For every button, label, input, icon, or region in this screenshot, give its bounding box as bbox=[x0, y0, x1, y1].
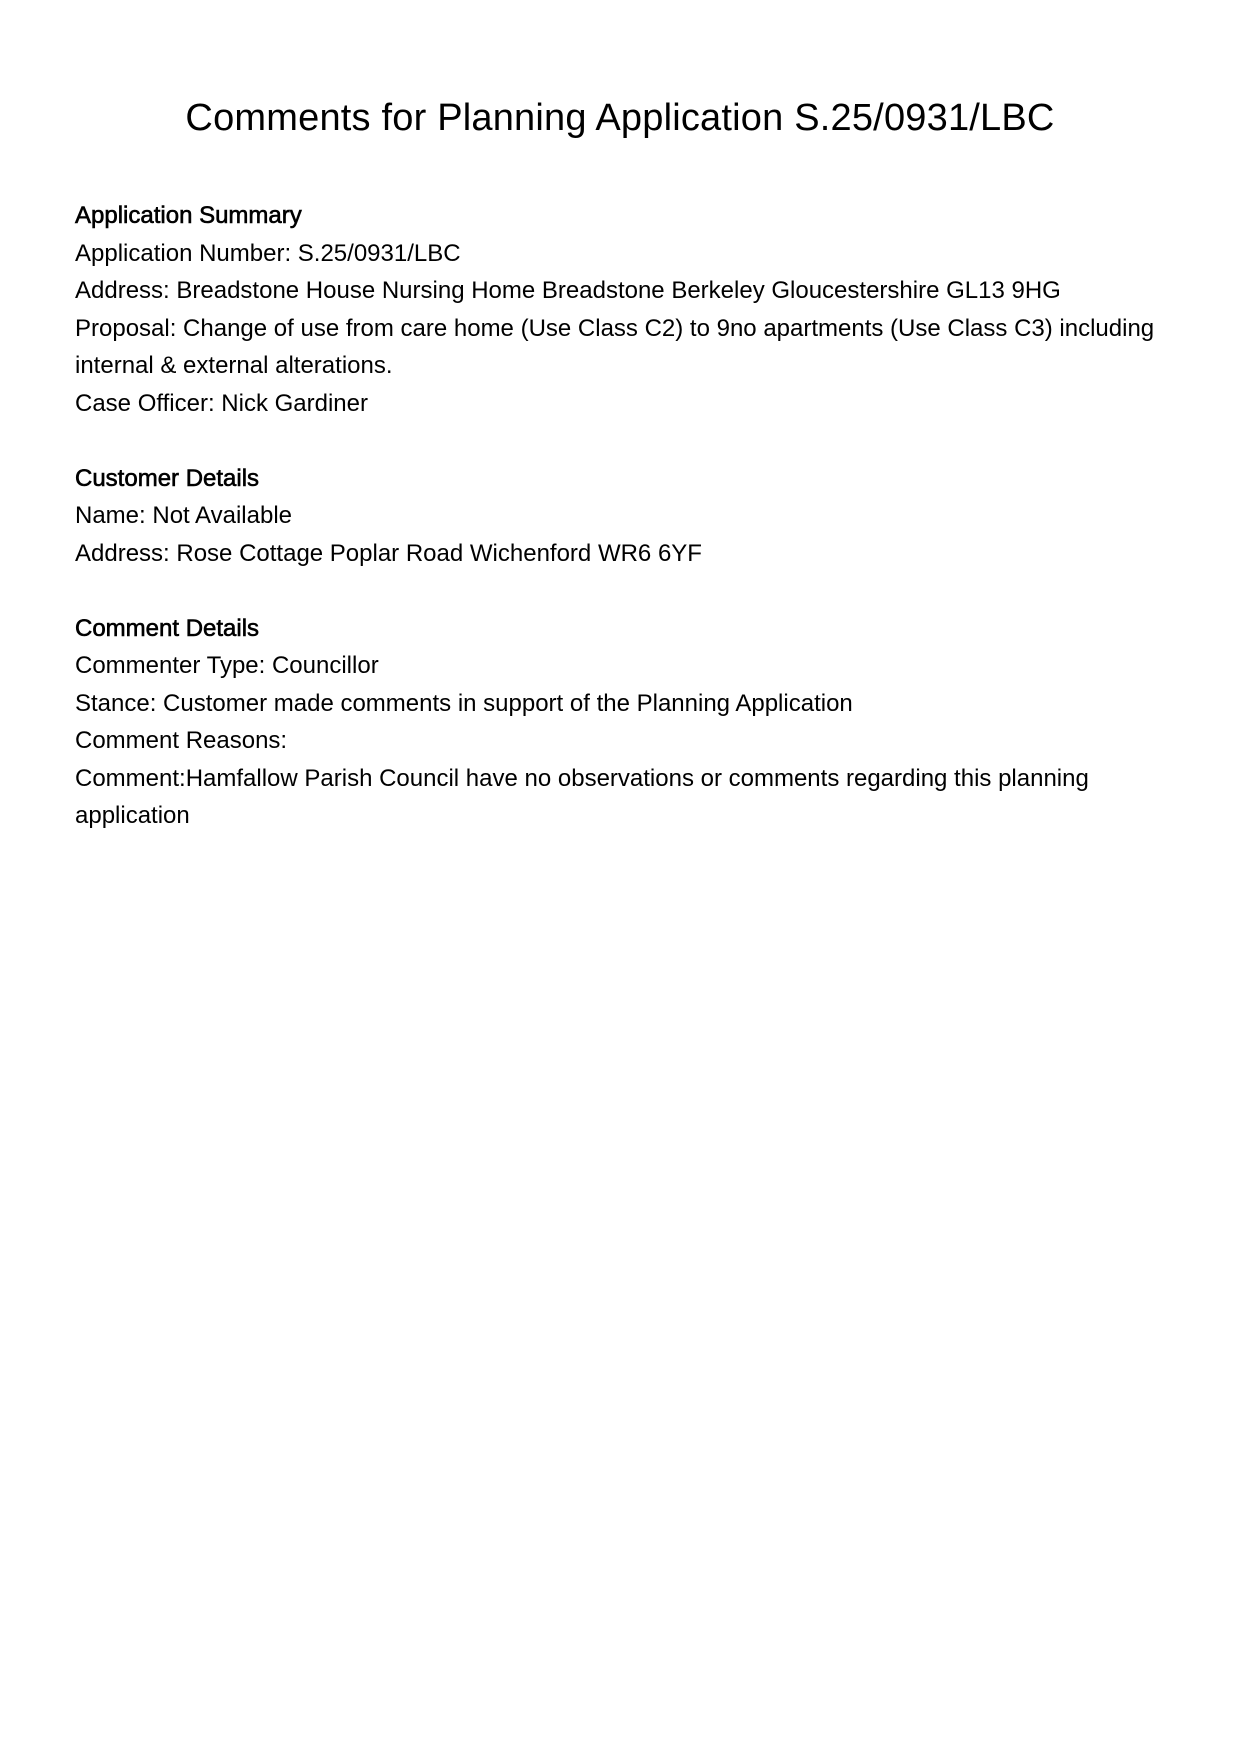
application-summary-section bbox=[75, 197, 1175, 422]
application-proposal: Proposal: Change of use from care home (Use Class C2) to 9no apartments (Use Class C3) including internal & external alterations. bbox=[75, 314, 1155, 379]
comment-details-heading: Comment Details bbox=[75, 614, 260, 642]
customer-address: Address: Rose Cottage Poplar Road Wichenford WR6 6YF bbox=[75, 539, 702, 567]
case-officer: Case Officer: Nick Gardiner bbox=[75, 389, 368, 417]
customer-name: Name: Not Available bbox=[75, 502, 293, 529]
application-address: Address: Breadstone House Nursing Home Breadstone Berkeley Gloucestershire GL13 9HG bbox=[75, 277, 1061, 304]
customer-details-heading: Customer Details bbox=[75, 464, 260, 492]
application-number: Application Number: S.25/0931/LBC bbox=[75, 239, 461, 267]
comment-reasons: Comment Reasons: bbox=[75, 727, 288, 754]
customer-details-section bbox=[75, 460, 1175, 573]
comment-details-section bbox=[75, 610, 1175, 835]
application-summary-heading: Application Summary bbox=[75, 202, 302, 229]
commenter-type: Commenter Type: Councillor bbox=[75, 652, 379, 679]
page-title: Comments for Planning Application S.25/0931/LBC bbox=[185, 97, 1055, 139]
comment-text: Comment:Hamfallow Parish Council have no observations or comments regarding this planning application bbox=[75, 764, 1089, 829]
document-body bbox=[75, 197, 1175, 872]
stance: Stance: Customer made comments in support of the Planning Application bbox=[75, 689, 853, 717]
